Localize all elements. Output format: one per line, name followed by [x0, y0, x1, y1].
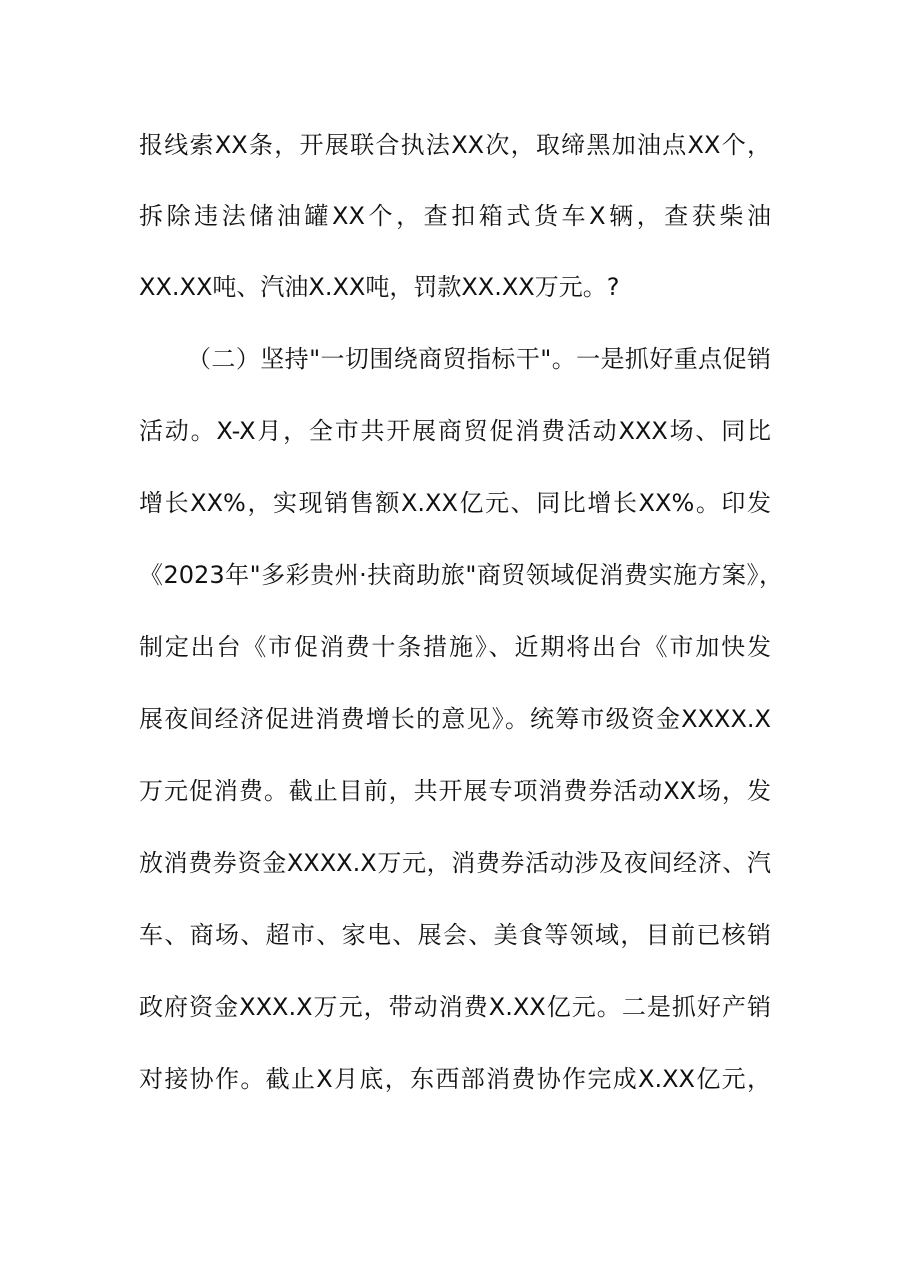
- paragraph-line-6: 增长XX%，实现销售额X.XX亿元、同比增长XX%。印发: [139, 489, 771, 517]
- paragraph-line-7: 《2023年"多彩贵州·扶商助旅"商贸领域促消费实施方案》，: [139, 561, 783, 589]
- paragraph-line-12: 车、商场、超市、家电、展会、美食等领域，目前已核销: [139, 921, 771, 949]
- paragraph-line-4: （二）坚持"一切围绕商贸指标干"。一是抓好重点促销: [187, 345, 771, 373]
- paragraph-line-11: 放消费券资金XXXX.X万元，消费券活动涉及夜间经济、汽: [139, 849, 771, 877]
- paragraph-line-9: 展夜间经济促进消费增长的意见》。统筹市级资金XXXX.X: [139, 705, 771, 733]
- paragraph-line-10: 万元促消费。截止目前，共开展专项消费券活动XX场，发: [139, 777, 771, 805]
- paragraph-line-13: 政府资金XXX.X万元，带动消费X.XX亿元。二是抓好产销: [139, 993, 771, 1021]
- paragraph-line-1: 报线索XX条，开展联合执法XX次，取缔黑加油点XX个，: [139, 131, 771, 159]
- paragraph-line-8: 制定出台《市促消费十条措施》、近期将出台《市加快发: [139, 633, 771, 661]
- paragraph-line-5: 活动。X-X月，全市共开展商贸促消费活动XXX场、同比: [139, 417, 771, 445]
- paragraph-line-14: 对接协作。截止X月底，东西部消费协作完成X.XX亿元，: [139, 1065, 771, 1093]
- paragraph-line-3: XX.XX吨、汽油X.XX吨，罚款XX.XX万元。?: [139, 273, 620, 301]
- paragraph-line-2: 拆除违法储油罐XX个，查扣箱式货车X辆，查获柴油: [139, 202, 771, 230]
